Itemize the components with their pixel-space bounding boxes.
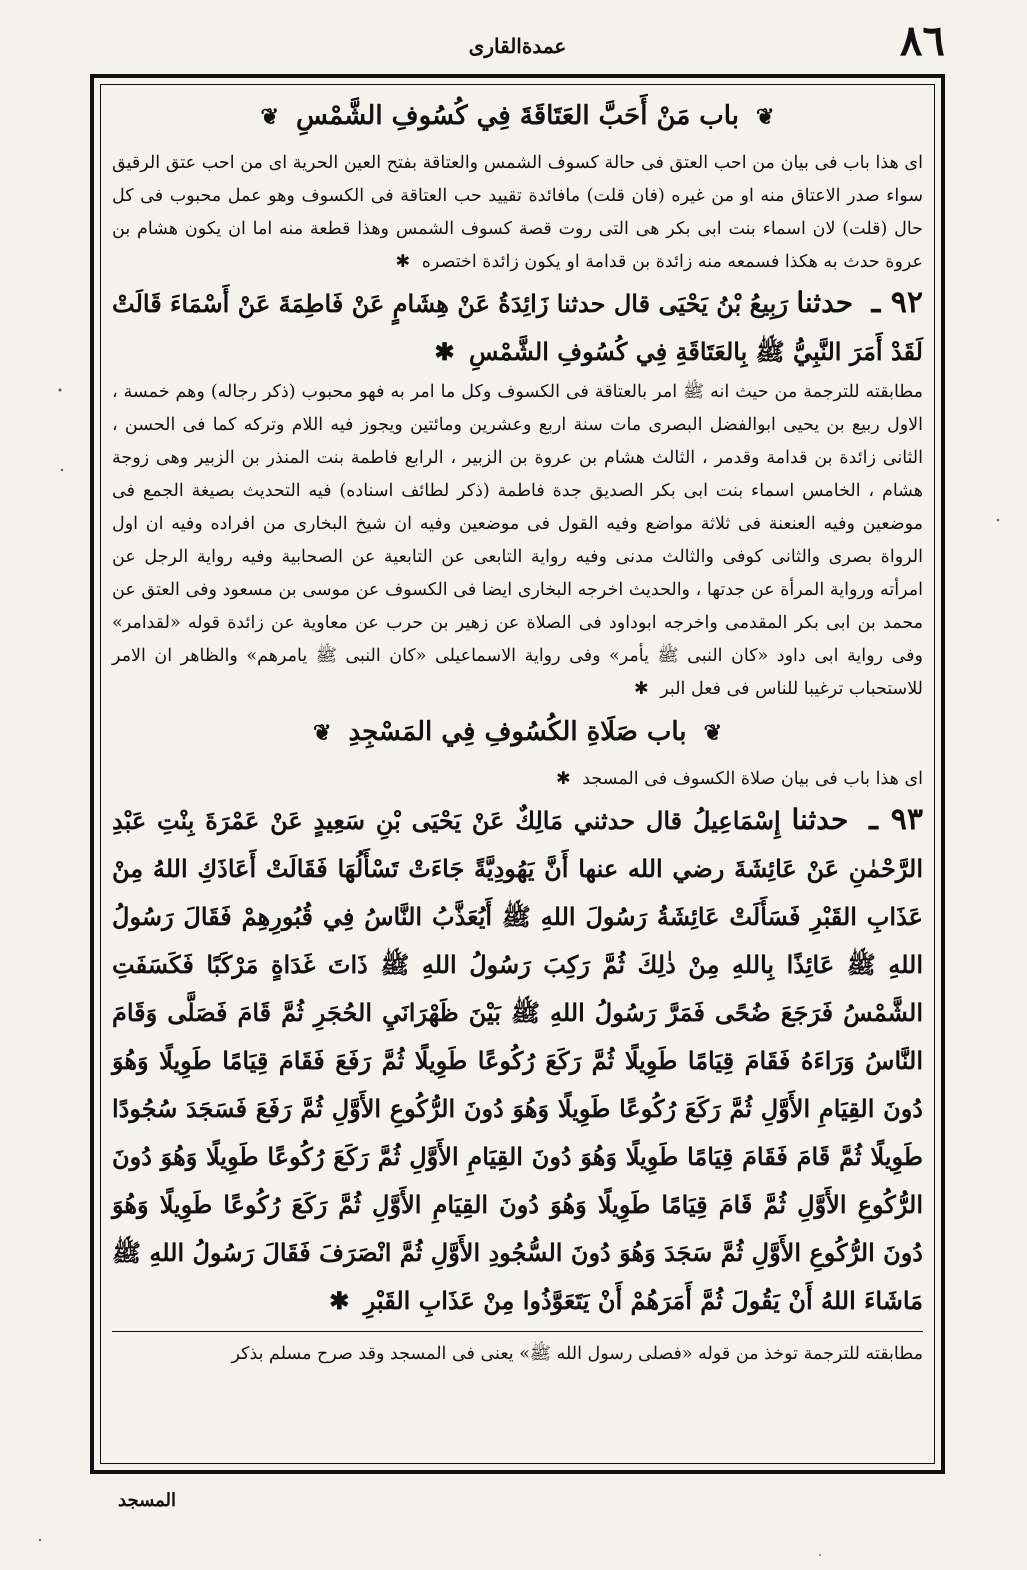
ornament-left-icon: ❦ (260, 104, 279, 130)
book-title: عمدةالقاری (468, 34, 567, 58)
commentary-paragraph (112, 763, 923, 796)
ornament-right-icon: ❦ (703, 720, 723, 746)
hadith-number: ٩٣ ـ (869, 802, 924, 837)
page-content (112, 90, 923, 1371)
hadith-text: رَبِيعُ بْنُ يَحْيَى قال حدثنا زَائِدَةُ عَنْ هِشَامٍ عَنْ فَاطِمَةَ عَنْ أَسْمَاءَ قَالَتْ لَقَدْ أَمَرَ النَّبِيُّ ﷺ بِالعَتَاقَةِ فِي كُسُوفِ الشَّمْسِ (112, 289, 923, 366)
end-mark-icon: ✱ (555, 769, 571, 789)
catch-word: المسجد (118, 1490, 177, 1511)
end-mark-icon: ✱ (329, 1286, 350, 1315)
commentary-paragraph (112, 147, 923, 279)
running-head (90, 16, 945, 72)
commentary-text: ای هذا باب فی بیان من احب العتق فی حالة کسوف الشمس والعتاقة بفتح العین الحریة ای من احب عتق الرقیق سواء صدر الاعتاق منه او من غیره (فان قلت) مافائدة تقیید حب العتاقة فی الکسوف وهو عمل محبوب فی کل حال (قلت) لان اسماء بنت ابی بکر هی التی روت قصة کسوف الشمس وهذا قطعة منه اما ان یکون هشام بن عروة حدث به هکذا فسمعه منه زائدة بن قدامة او یکون زائدة اختصره (112, 153, 923, 272)
section-heading-text: باب مَنْ أَحَبَّ العَتَاقَةَ فِي كُسُوفِ الشَّمْسِ (296, 101, 739, 131)
hadith-93 (112, 796, 923, 1325)
hadith-explanation (112, 376, 923, 706)
hadith-explanation (112, 1338, 923, 1371)
page-number: ٨٦ (899, 16, 945, 65)
commentary-text: ای هذا باب فی بیان صلاة الکسوف فی المسجد (582, 769, 923, 789)
hadith-number: ٩٢ ـ (871, 285, 924, 320)
section-heading-eclipse-prayer (112, 712, 923, 753)
hadith-lead-word: حدثنا (796, 286, 854, 319)
section-heading-text: باب صَلَاةِ الكُسُوفِ فِي المَسْجِدِ (348, 717, 687, 747)
ornament-right-icon: ❦ (756, 104, 775, 130)
end-mark-icon: ✱ (434, 337, 455, 366)
hadith-text: إِسْمَاعِيلُ قال حدثني مَالِكٌ عَنْ يَحْيَى بْنِ سَعِيدٍ عَنْ عَمْرَةَ بِنْتِ عَبْدِ الرَّحْمٰنِ عَنْ عَائِشَةَ رضي الله عنها أَنَّ يَهُودِيَّةً جَاءَتْ تَسْأَلُهَا فَقَالَتْ أَعَاذَكِ اللهُ مِنْ عَذَابِ القَبْرِ فَسَأَلَتْ عَائِشَةُ رَسُولَ اللهِ ﷺ أَيُعَذَّبُ النَّاسُ فِي قُبُورِهِمْ فَقَالَ رَسُولُ اللهِ ﷺ عَائِذًا بِاللهِ مِنْ ذٰلِكَ ثُمَّ رَكِبَ رَسُولُ اللهِ ﷺ ذَاتَ غَدَاةٍ مَرْكَبًا فَكَسَفَتِ الشَّمْسُ فَرَجَعَ ضُحًى فَمَرَّ رَسُولُ اللهِ ﷺ بَيْنَ ظَهْرَانَيِ الحُجَرِ ثُمَّ قَامَ فَصَلَّى وَقَامَ النَّاسُ وَرَاءَهُ فَقَامَ قِيَامًا طَوِيلًا ثُمَّ رَكَعَ رُكُوعًا طَوِيلًا ثُمَّ رَفَعَ فَقَامَ قِيَامًا طَوِيلًا وَهُوَ دُونَ القِيَامِ الأَوَّلِ ثُمَّ رَكَعَ رُكُوعًا طَوِيلًا وَهُوَ دُونَ الرُّكُوعِ الأَوَّلِ ثُمَّ رَفَعَ فَسَجَدَ سُجُودًا طَوِيلًا ثُمَّ قَامَ فَقَامَ قِيَامًا طَوِيلًا وَهُوَ دُونَ القِيَامِ الأَوَّلِ ثُمَّ رَكَعَ رُكُوعًا طَوِيلًا وَهُوَ دُونَ الرُّكُوعِ الأَوَّلِ ثُمَّ قَامَ قِيَامًا طَوِيلًا وَهُوَ دُونَ القِيَامِ الأَوَّلِ ثُمَّ رَكَعَ رُكُوعًا طَوِيلًا وَهُوَ دُونَ الرُّكُوعِ الأَوَّلِ ثُمَّ سَجَدَ وَهُوَ دُونَ السُّجُودِ الأَوَّلِ ثُمَّ انْصَرَفَ فَقَالَ رَسُولُ اللهِ ﷺ مَاشَاءَ اللهُ أَنْ يَقُولَ ثُمَّ أَمَرَهُمْ أَنْ يَتَعَوَّذُوا مِنْ عَذَابِ القَبْرِ (112, 806, 924, 1315)
explanation-text: مطابقته للترجمة من حیث انه ﷺ امر بالعتاقة فی الکسوف وکل ما امر به فهو محبوب (ذکر رجاله) وهم خمسة ، الاول ربیع بن یحیی ابوالفضل البصری مات سنة اربع وعشرین ومائتین ویجوز فیه اللام وترکه کما فی الحسن ، الثانی زائدة بن قدامة وقدمر ، الثالث هشام بن عروة بن الزبیر ، الرابع فاطمة بنت المنذر بن الزبیر وهی زوجة هشام ، الخامس اسماء بنت ابی بکر الصدیق جدة فاطمة (ذکر لطائف اسناده) فیه التحدیث بصیغة الجمع فی موضعین وفیه العنعنة فی ثلاثة مواضع وفیه القول فی موضعین وفیه ان شیخ البخاری من افراده وفیه ان اول الرواة بصری والثانی کوفی والثالث مدنی وفیه روایة التابعی عن التابعیة عن الصحابیة وفیه روایة الرجل عن امرأته وروایة المرأة عن جدتها ، والحدیث اخرجه البخاری ایضا فی الکسوف عن موسی بن مسعود وفی العتق عن محمد بن ابی بکر المقدمی واخرجه ابوداود فی الصلاة عن زهیر بن حرب عن معاویة عن زائدة قوله «لقدامر» وفی روایة ابی داود «کان النبی ﷺ یأمر» وفی روایة الاسماعیلی «کان النبی ﷺ یامرهم» والظاهر ان الامر للاستحباب ترغیبا للناس فی فعل البر (112, 382, 924, 699)
footnote-divider (112, 1331, 923, 1332)
explanation-text: مطابقته للترجمة توخذ من قوله «فصلی رسول الله ﷺ» یعنی فی المسجد وقد صرح مسلم بذکر (231, 1344, 923, 1364)
ornament-left-icon: ❦ (312, 720, 332, 746)
section-heading-emancipation (112, 96, 923, 137)
end-mark-icon: ✱ (395, 252, 411, 272)
page-frame (90, 74, 945, 1474)
hadith-92 (112, 279, 923, 376)
hadith-lead-word: حدثنا (791, 803, 849, 836)
end-mark-icon: ✱ (634, 679, 649, 699)
